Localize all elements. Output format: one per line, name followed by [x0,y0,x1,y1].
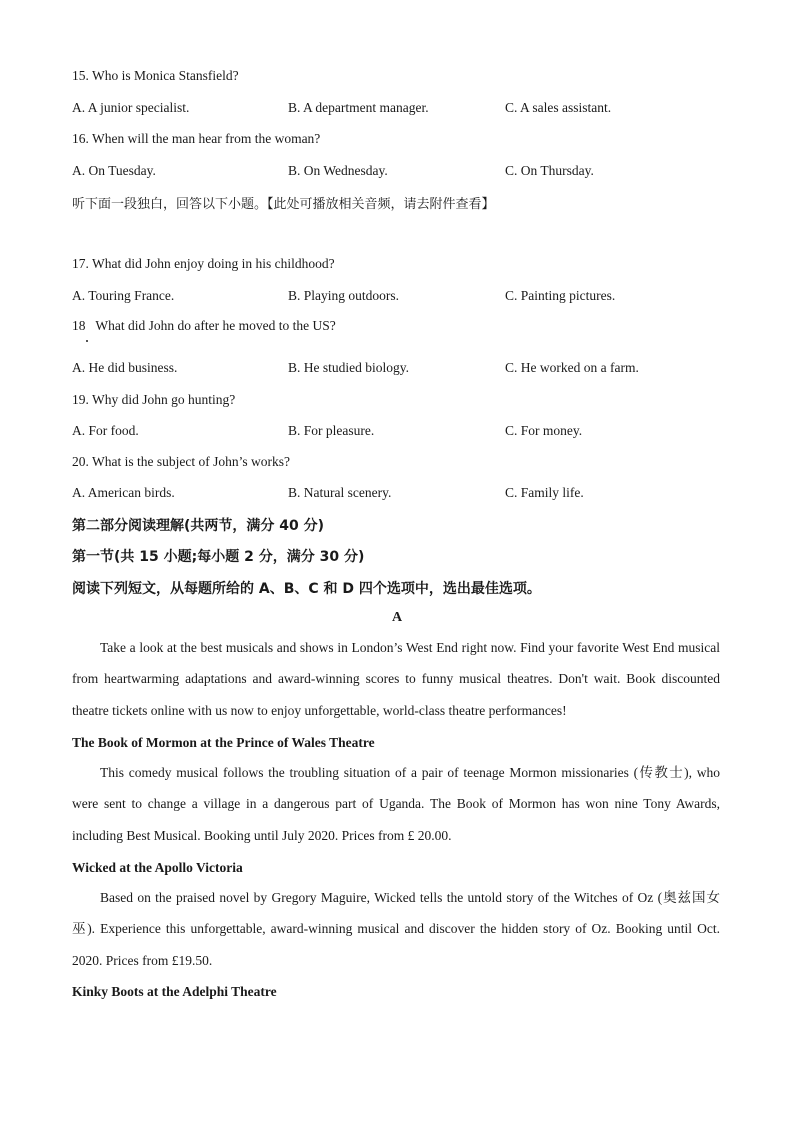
q20-option-a: A. American birds. [72,485,175,500]
q17-option-c: C. Painting pictures. [505,288,616,303]
q19-option-b: B. For pleasure. [288,423,375,438]
show2-title: Wicked at the Apollo Victoria [72,860,243,875]
question-16: 16. When will the man hear from the woman? [72,131,321,146]
question-17: 17. What did John enjoy doing in his childhood? [72,256,335,271]
intro-text: Take a look at the best musicals and shows in London’s West End right now. Find your favorite West End musical from heartwarming adaptations and award-winning scores to funny musical theatres. Don't wait. Book discounted theatre tickets online with us now to enjoy unforgettable, world-class theatre performances! [72,640,720,718]
q17-option-b: B. Playing outdoors. [288,288,400,303]
reading-instruction: 阅读下列短文，从每题所给的 A、B、C 和 D 四个选项中，选出最佳选项。 [72,581,541,597]
monologue-note: 听下面一段独白，回答以下小题。【此处可播放相关音频，请去附件查看】 [72,197,495,212]
q16-option-b: B. On Wednesday. [288,163,388,178]
stray-dot [86,340,88,342]
question-19: 19. Why did John go hunting? [72,392,236,407]
passage-label: A [391,610,403,625]
q15-option-c: C. A sales assistant. [505,100,612,115]
q20-option-b: B. Natural scenery. [288,485,392,500]
section1-title: 第一节(共 15 小题;每小题 2 分，满分 30 分) [72,549,365,565]
part2-title: 第二部分阅读理解(共两节，满分 40 分) [72,518,325,534]
q16-option-c: C. On Thursday. [505,163,594,178]
q18-option-a: A. He did business. [72,360,178,375]
show1-title: The Book of Mormon at the Prince of Wales Theatre [72,735,375,750]
q20-option-c: C. Family life. [505,485,584,500]
q16-option-a: A. On Tuesday. [72,163,156,178]
question-20: 20. What is the subject of John’s works? [72,454,290,469]
q17-option-a: A. Touring France. [72,288,175,303]
q15-option-a: A. A junior specialist. [72,100,190,115]
question-18: 18 What did John do after he moved to the US? [72,318,336,333]
question-15: 15. Who is Monica Stansfield? [72,68,239,83]
q19-option-c: C. For money. [505,423,583,438]
q18-option-b: B. He studied biology. [288,360,409,375]
q19-option-a: A. For food. [72,423,139,438]
show3-title: Kinky Boots at the Adelphi Theatre [72,984,277,999]
q18-option-c: C. He worked on a farm. [505,360,639,375]
intro-paragraph [72,632,720,726]
show1-text: This comedy musical follows the troubling situation of a pair of teenage Mormon missionaries (传教士), who were sent to change a village in a dangerous part of Uganda. The Book of Mormon has won nine Tony Awards, including Best Musical. Booking until July 2020. Prices from £ 20.00. [72,765,720,843]
show1-paragraph [72,757,720,851]
show2-text: Based on the praised novel by Gregory Maguire, Wicked tells the untold story of the Witches of Oz (奥兹国女巫). Experience this unforgettable, award-winning musical and discover the hidden story of Oz. Booking until Oct. 2020. Prices from £19.50. [72,890,720,968]
show2-paragraph [72,882,720,976]
q15-option-b: B. A department manager. [288,100,429,115]
